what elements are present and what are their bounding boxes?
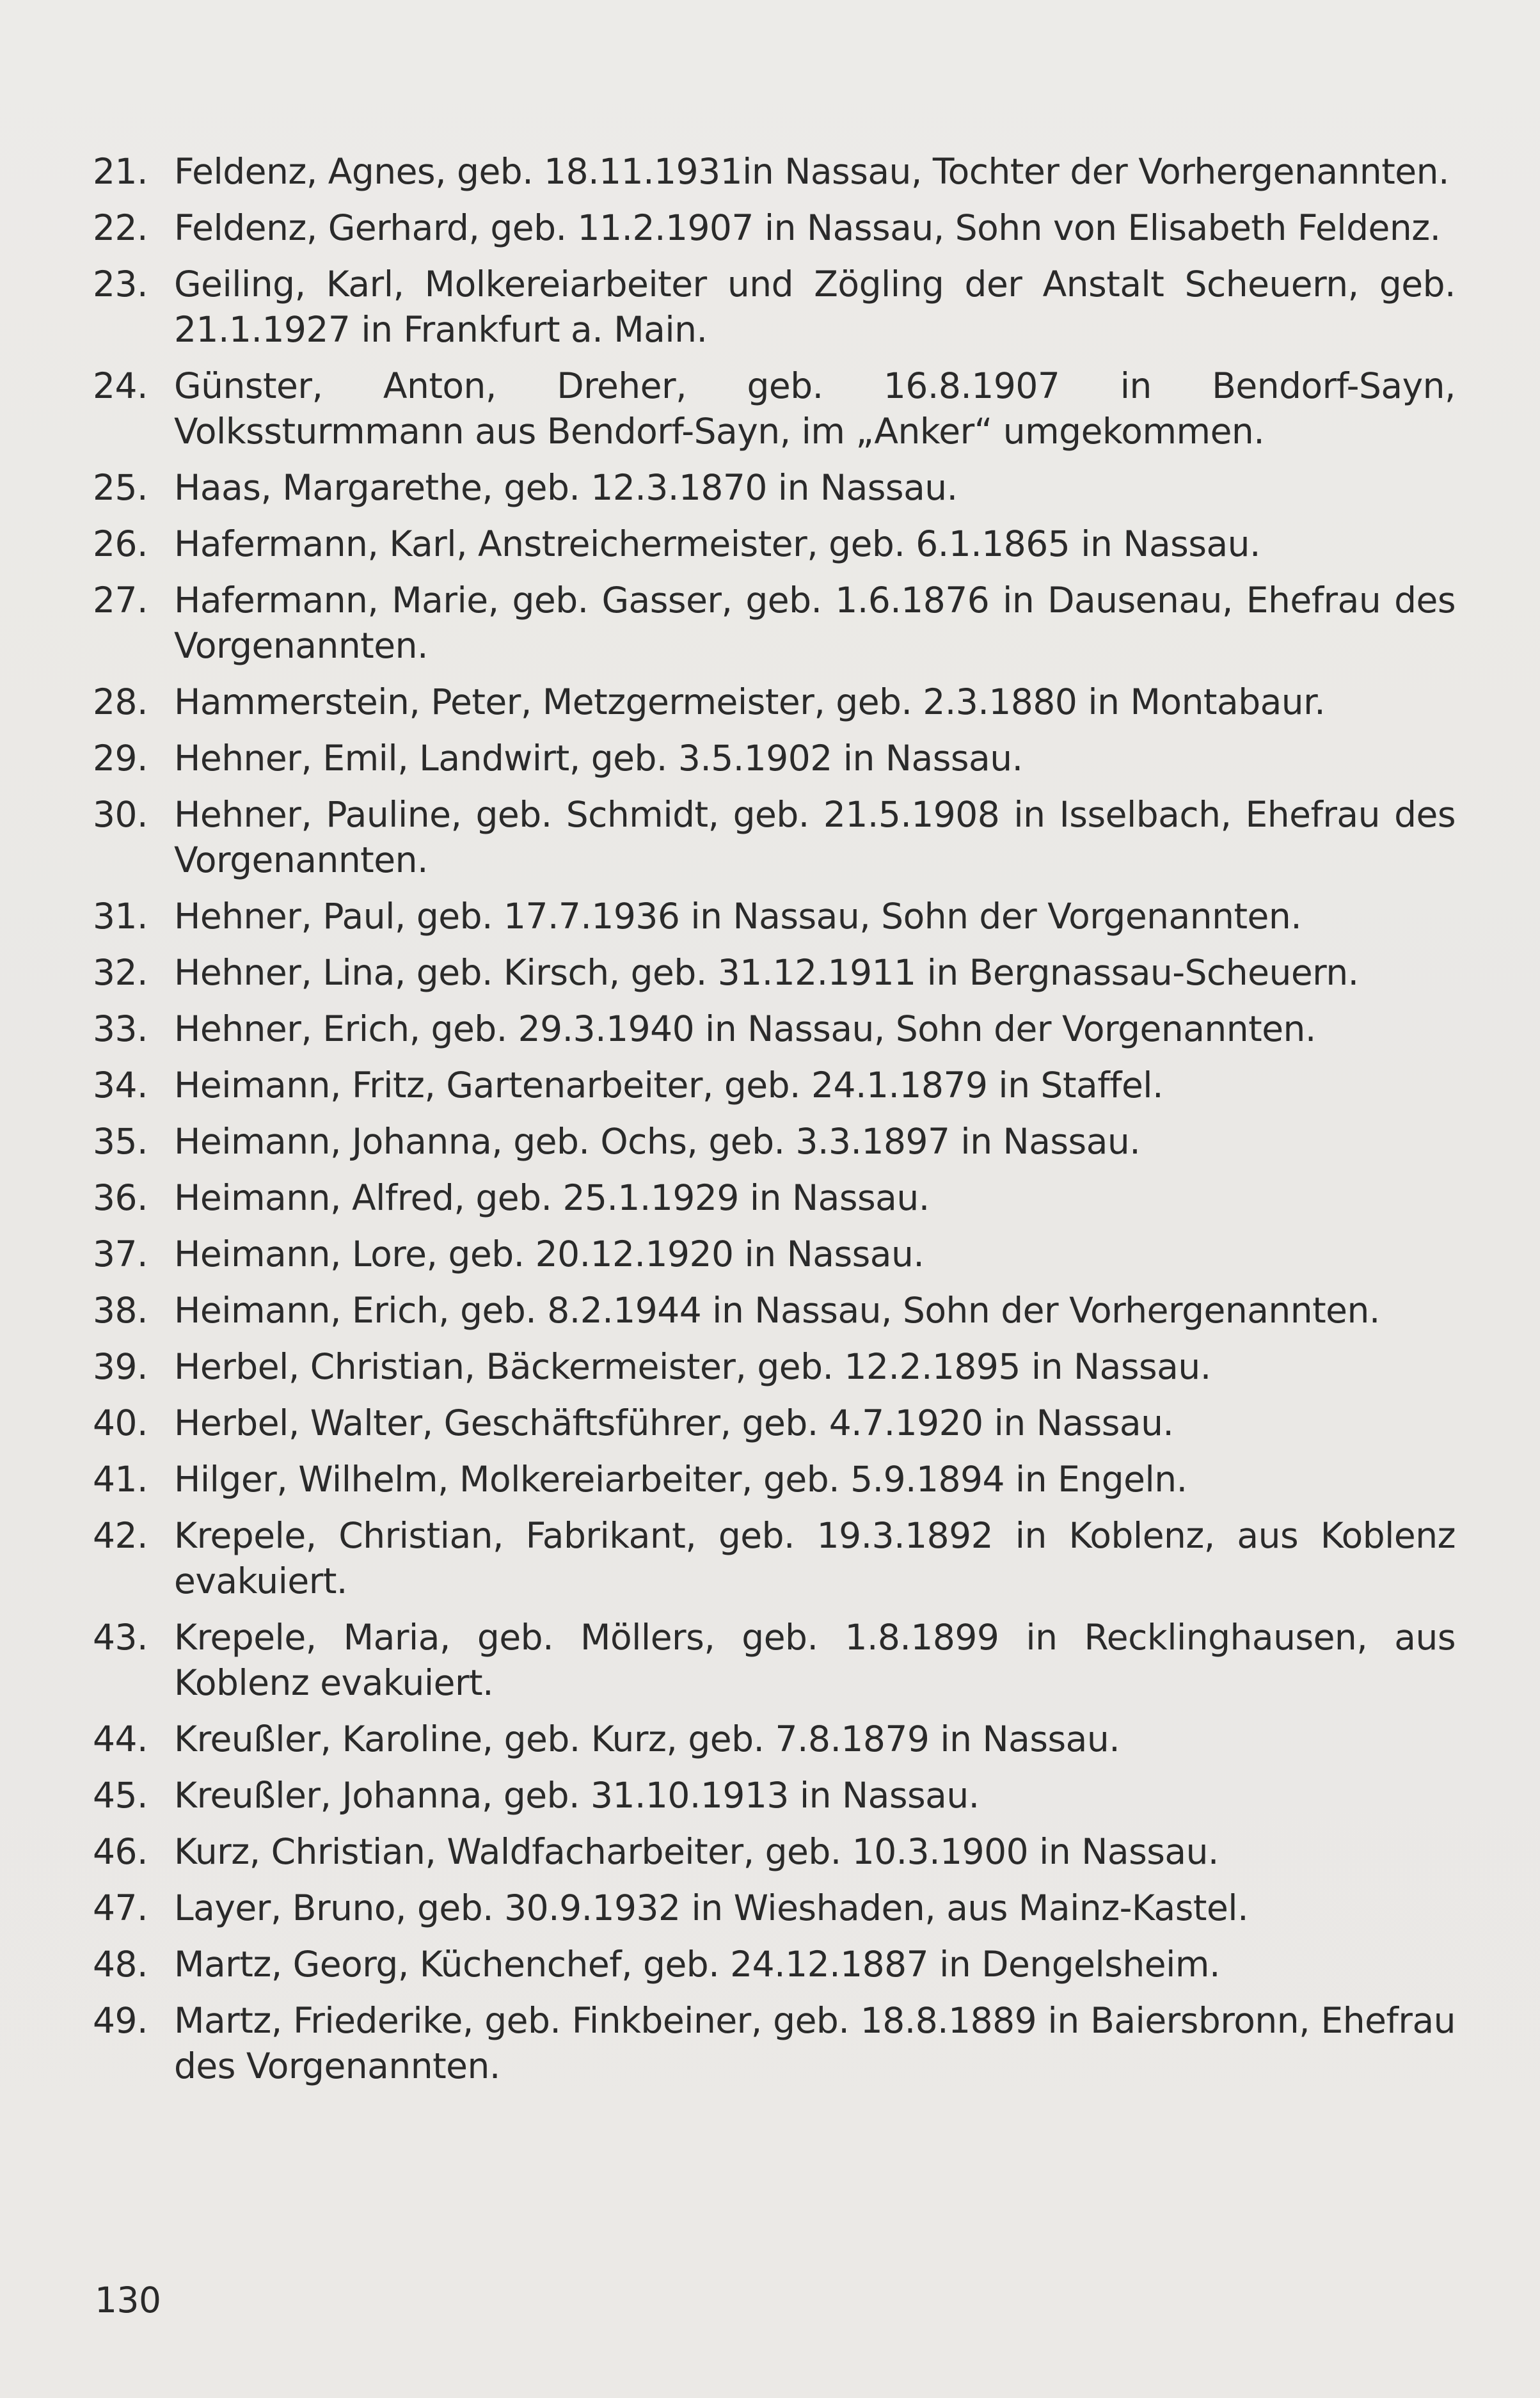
entry-number: 23.: [93, 264, 148, 305]
list-entry: [93, 792, 1456, 883]
list-entry: [93, 1717, 1456, 1762]
entry-number: 41.: [93, 1459, 148, 1500]
entry-text: Hammerstein, Peter, Metzgermeister, geb. 2.3.1880 in Montabaur.: [174, 681, 1326, 722]
entry-text: Hehner, Lina, geb. Kirsch, geb. 31.12.1911 in Bergnassau-Scheuern.: [174, 952, 1359, 993]
entry-text: Hehner, Emil, Landwirt, geb. 3.5.1902 in Nassau.: [174, 738, 1023, 779]
list-entry: [93, 149, 1456, 195]
list-entry: [93, 679, 1456, 725]
list-entry: [93, 363, 1456, 454]
entry-number: 48.: [93, 1944, 148, 1985]
entry-number: 28.: [93, 681, 148, 722]
entry-number: 36.: [93, 1177, 148, 1218]
list-entry: [93, 1829, 1456, 1875]
entry-text: Heimann, Erich, geb. 8.2.1944 in Nassau, Sohn der Vorhergenannten.: [174, 1290, 1380, 1331]
list-entry: [93, 1175, 1456, 1221]
entry-text: Hilger, Wilhelm, Molkereiarbeiter, geb. 5.9.1894 in Engeln.: [174, 1459, 1187, 1500]
entry-number: 42.: [93, 1515, 148, 1556]
entry-number: 29.: [93, 738, 148, 779]
entry-text: Martz, Georg, Küchenchef, geb. 24.12.1887 in Dengelsheim.: [174, 1944, 1220, 1985]
entry-text: Hafermann, Karl, Anstreichermeister, geb. 6.1.1865 in Nassau.: [174, 523, 1261, 564]
entry-number: 32.: [93, 952, 148, 993]
entry-text: Hehner, Erich, geb. 29.3.1940 in Nassau, Sohn der Vorgenannten.: [174, 1008, 1316, 1049]
entry-text: Hafermann, Marie, geb. Gasser, geb. 1.6.1876 in Dausenau, Ehefrau des Vorgenannten.: [174, 580, 1456, 666]
entry-number: 40.: [93, 1402, 148, 1443]
entry-number: 35.: [93, 1121, 148, 1162]
list-entry: [93, 1344, 1456, 1390]
entry-text: Herbel, Walter, Geschäftsführer, geb. 4.7.1920 in Nassau.: [174, 1402, 1174, 1443]
entry-text: Kreußler, Johanna, geb. 31.10.1913 in Nassau.: [174, 1775, 980, 1816]
list-entry: [93, 1998, 1456, 2089]
list-entry: [93, 262, 1456, 353]
entry-text: Krepele, Christian, Fabrikant, geb. 19.3.1892 in Koblenz, aus Koblenz evakuiert.: [174, 1515, 1456, 1601]
entry-text: Heimann, Lore, geb. 20.12.1920 in Nassau.: [174, 1234, 925, 1274]
entry-number: 33.: [93, 1008, 148, 1049]
list-entry: [93, 1401, 1456, 1446]
entry-text: Heimann, Johanna, geb. Ochs, geb. 3.3.1897 in Nassau.: [174, 1121, 1141, 1162]
list-entry: [93, 1773, 1456, 1818]
list-entry: [93, 1288, 1456, 1333]
entry-text: Layer, Bruno, geb. 30.9.1932 in Wieshaden, aus Mainz-Kastel.: [174, 1887, 1249, 1928]
entry-text: Heimann, Fritz, Gartenarbeiter, geb. 24.1.1879 in Staffel.: [174, 1065, 1164, 1106]
entry-number: 31.: [93, 896, 148, 937]
entry-number: 26.: [93, 523, 148, 564]
entry-number: 22.: [93, 207, 148, 248]
list-entry: [93, 1886, 1456, 1931]
list-entry: [93, 950, 1456, 996]
list-entry: [93, 1615, 1456, 1706]
entry-number: 30.: [93, 794, 148, 835]
list-entry: [93, 1119, 1456, 1164]
list-entry: [93, 1942, 1456, 1987]
entry-number: 27.: [93, 580, 148, 621]
list-entry: [93, 1513, 1456, 1604]
list-entry: [93, 1232, 1456, 1277]
entry-number: 45.: [93, 1775, 148, 1816]
entry-text: Heimann, Alfred, geb. 25.1.1929 in Nassau.: [174, 1177, 930, 1218]
entry-number: 25.: [93, 467, 148, 508]
entry-text: Haas, Margarethe, geb. 12.3.1870 in Nassau.: [174, 467, 958, 508]
entry-number: 39.: [93, 1346, 148, 1387]
entry-text: Geiling, Karl, Molkereiarbeiter und Zögling der Anstalt Scheuern, geb. 21.1.1927 in Frankfurt a. Main.: [174, 264, 1456, 350]
entry-number: 38.: [93, 1290, 148, 1331]
entry-number: 47.: [93, 1887, 148, 1928]
list-entry: [93, 1063, 1456, 1108]
entry-text: Feldenz, Agnes, geb. 18.11.1931in Nassau, Tochter der Vorhergenannten.: [174, 151, 1449, 192]
entry-number: 24.: [93, 365, 148, 406]
entry-number: 46.: [93, 1831, 148, 1872]
entry-text: Feldenz, Gerhard, geb. 11.2.1907 in Nassau, Sohn von Elisabeth Feldenz.: [174, 207, 1441, 248]
list-entry: [93, 205, 1456, 251]
entry-text: Martz, Friederike, geb. Finkbeiner, geb. 18.8.1889 in Baiersbronn, Ehefrau des Vorgenannten.: [174, 2000, 1456, 2086]
entry-text: Krepele, Maria, geb. Möllers, geb. 1.8.1899 in Recklinghausen, aus Koblenz evakuiert.: [174, 1617, 1456, 1703]
entry-text: Herbel, Christian, Bäckermeister, geb. 12.2.1895 in Nassau.: [174, 1346, 1211, 1387]
list-entry: [93, 1006, 1456, 1052]
list-entry: [93, 736, 1456, 781]
victim-list: [93, 149, 1456, 2100]
list-entry: [93, 465, 1456, 511]
entry-number: 49.: [93, 2000, 148, 2041]
entry-text: Hehner, Paul, geb. 17.7.1936 in Nassau, Sohn der Vorgenannten.: [174, 896, 1302, 937]
entry-text: Günster, Anton, Dreher, geb. 16.8.1907 in Bendorf-Sayn, Volkssturmmann aus Bendorf-Sayn, im „Anker“ umgekommen.: [174, 365, 1456, 452]
list-entry: [93, 578, 1456, 669]
list-entry: [93, 894, 1456, 939]
entry-number: 34.: [93, 1065, 148, 1106]
page-number: 130: [95, 2280, 161, 2321]
entry-number: 37.: [93, 1234, 148, 1274]
list-entry: [93, 1457, 1456, 1502]
list-entry: [93, 521, 1456, 567]
entry-text: Kreußler, Karoline, geb. Kurz, geb. 7.8.1879 in Nassau.: [174, 1719, 1120, 1759]
entry-text: Hehner, Pauline, geb. Schmidt, geb. 21.5.1908 in Isselbach, Ehefrau des Vorgenannten.: [174, 794, 1456, 880]
entry-number: 44.: [93, 1719, 148, 1759]
entry-number: 43.: [93, 1617, 148, 1658]
entry-text: Kurz, Christian, Waldfacharbeiter, geb. 10.3.1900 in Nassau.: [174, 1831, 1219, 1872]
entry-number: 21.: [93, 151, 148, 192]
